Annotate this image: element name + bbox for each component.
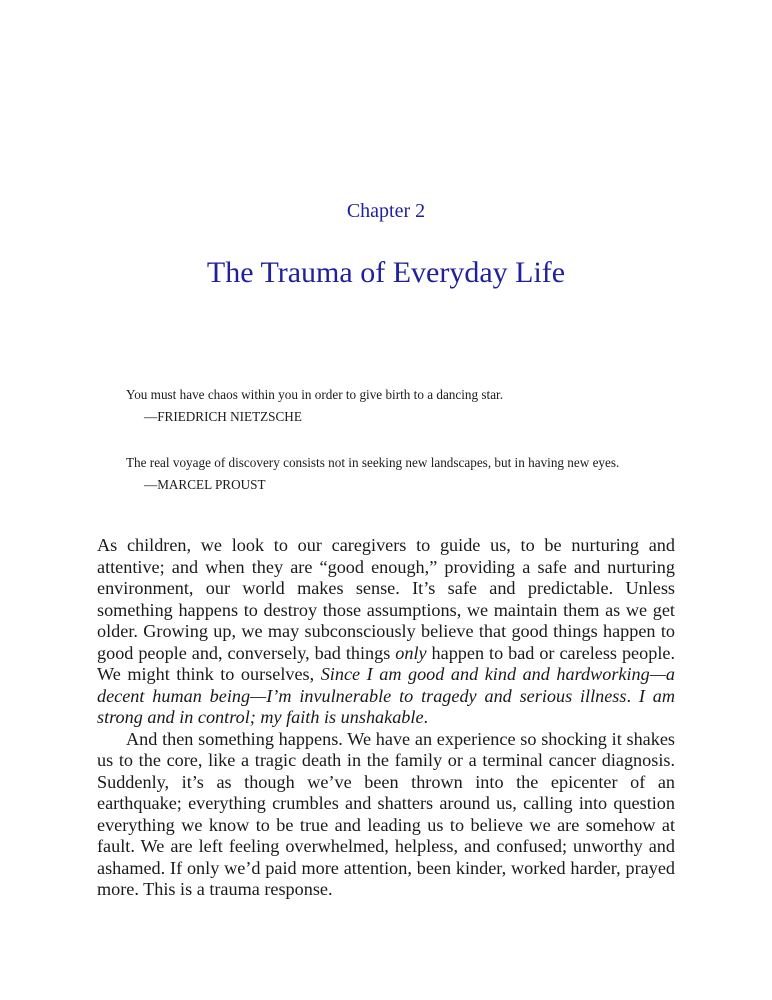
- body-paragraph: [97, 535, 675, 729]
- epigraph: [126, 387, 647, 425]
- text-run: As children, we look to our caregivers to guide us, to be nurturing and attentive; and when they are “good enough,” providing a safe and nurturing environment, our world makes sense. It’s safe and predictable. Unless something happens to destroy those assumptions, we maintain them as we get older. Growing up, we may subconsciously believe that good things happen to good people and, conversely, bad things: [97, 535, 675, 663]
- body-paragraph: And then something happens. We have an experience so shocking it shakes us to the core, like a tragic death in the family or a terminal cancer diagnosis. Suddenly, it’s as though we’ve been thrown into the epicenter of an earthquake; everything crumbles and shatters around us, calling into question everything we know to be true and leading us to believe we are somehow at fault. We are left feeling overwhelmed, helpless, and confused; unworthy and ashamed. If only we’d paid more attention, been kinder, worked harder, prayed more. This is a trauma response.: [97, 728, 675, 899]
- italic-run: I am strong and in control; my faith is unshakable: [97, 685, 675, 727]
- chapter-title: The Trauma of Everyday Life: [206, 256, 566, 289]
- chapter-number: Chapter 2: [346, 200, 426, 222]
- italic-run: Since I am good and kind and hardworking—a decent human being—I’m invulnerable to tragedy and serious illness: [97, 664, 675, 706]
- text-run: .: [423, 707, 429, 727]
- text-run: happen to bad or careless people. We might think to ourselves,: [97, 642, 675, 684]
- chapter-body: [97, 535, 675, 901]
- epigraph-attribution: —MARCEL PROUST: [144, 477, 266, 492]
- epigraph-quote: You must have chaos within you in order to give birth to a dancing star.: [126, 387, 504, 402]
- text-run: .: [626, 685, 639, 706]
- epigraph-attribution: —FRIEDRICH NIETZSCHE: [144, 409, 302, 424]
- italic-run: only: [395, 642, 427, 663]
- epigraph-quote: The real voyage of discovery consists not in seeking new landscapes, but in having new eyes.: [126, 455, 620, 470]
- epigraph: [126, 455, 647, 493]
